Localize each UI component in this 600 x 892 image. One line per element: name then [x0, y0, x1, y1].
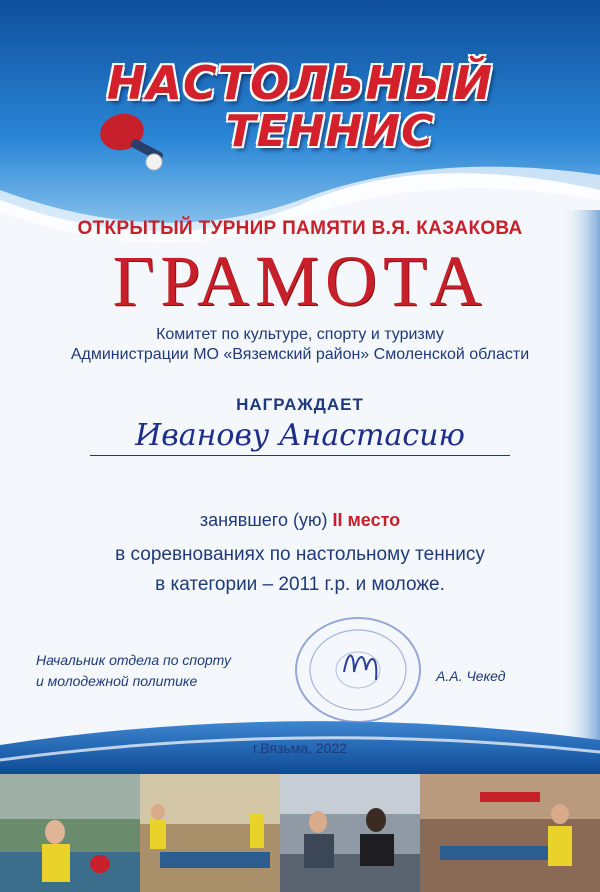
issuer-line-1: Комитет по культуре, спорту и туризму	[156, 326, 444, 343]
competition-details	[0, 540, 600, 600]
signatory-position	[36, 650, 231, 692]
certificate-title: ГРАМОТА	[112, 241, 488, 321]
issuer-line-2: Администрации МО «Вяземский район» Смоленской области	[70, 346, 530, 363]
issuer	[0, 325, 600, 365]
photo-player-1	[0, 774, 140, 892]
photo-player-2	[420, 774, 600, 892]
position-line-1: Начальник отдела по спорту	[36, 652, 232, 668]
recipient-name: Иванову Анастасию	[135, 418, 465, 453]
official-stamp	[288, 610, 428, 730]
position-line-2: и молодежной политике	[36, 673, 198, 689]
place-prefix: занявшего (ую)	[199, 510, 328, 530]
city-year: г.Вязьма, 2022	[252, 740, 348, 756]
name-underline	[90, 455, 510, 456]
photo-strip	[0, 774, 600, 892]
logo-line-1: НАСТОЛЬНЫЙ	[106, 56, 494, 110]
competition-line-1: в соревнованиях по настольному теннису	[115, 544, 485, 565]
place-line	[0, 510, 600, 531]
photo-match	[140, 774, 280, 892]
competition-line-2: в категории – 2011 г.р. и моложе.	[155, 574, 445, 595]
tournament-title: ОТКРЫТЫЙ ТУРНИР ПАМЯТИ В.Я. КАЗАКОВА	[77, 218, 523, 239]
logo-line-2: ТЕННИС	[225, 106, 435, 157]
signatory-name: А.А. Чекед	[436, 668, 506, 684]
signature	[344, 656, 376, 681]
photo-judges	[280, 774, 420, 892]
place-value: II место	[332, 510, 401, 530]
awards-label: НАГРАЖДАЕТ	[236, 395, 364, 414]
